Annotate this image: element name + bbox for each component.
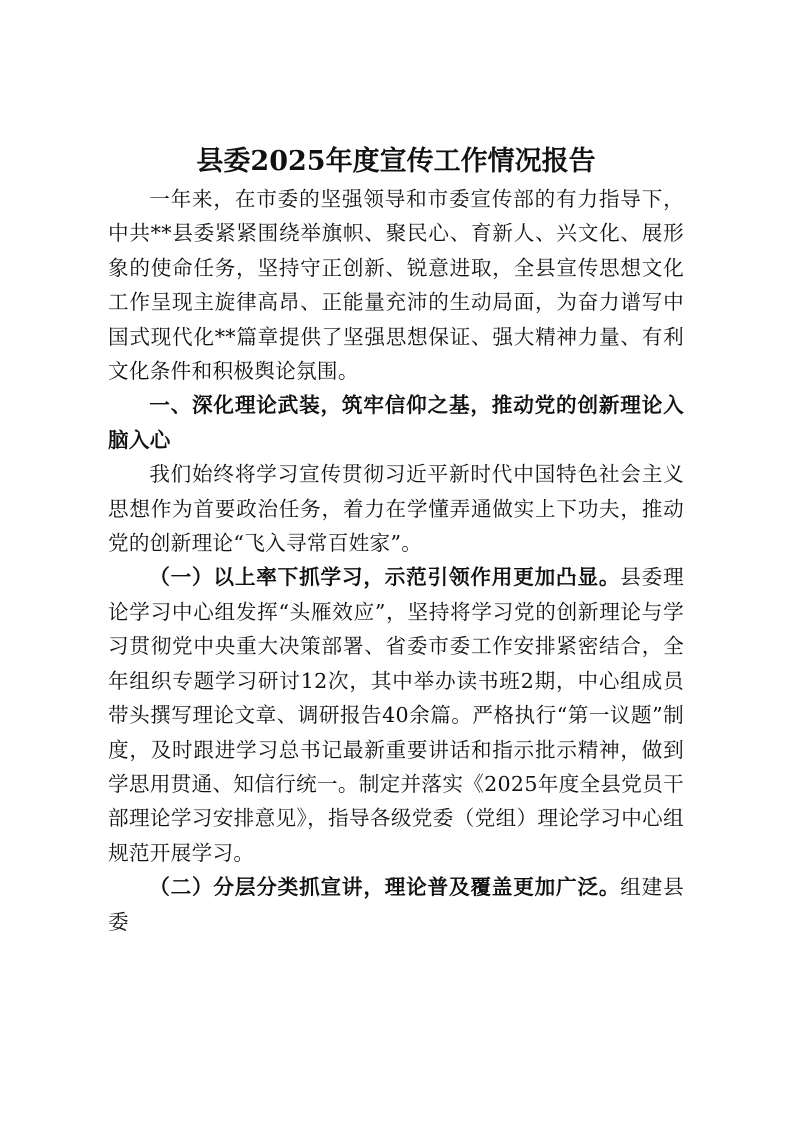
section-body: 我们始终将学习宣传贯彻习近平新时代中国特色社会主义思想作为首要政治任务，着力在学懂弄通做实上下功夫，推动党的创新理论“飞入寻常百姓家”。 [108,462,684,556]
section-heading: 一、深化理论武装，筑牢信仰之基，推动党的创新理论入脑入心 [108,393,684,452]
subsection-text-2: 组建县委 [108,875,684,934]
document-title: 县委2025年度宣传工作情况报告 [196,146,596,177]
subsection-text-1: 县委理论学习中心组发挥“头雁效应”，坚持将学习党的创新理论与学习贯彻党中央重大决策部署、省委市委工作安排紧密结合，全年组织专题学习研讨12次，其中举办读书班2期，中心组成员带头撰写理论文章、调研报告40余篇。严格执行“第一议题”制度，及时跟进学习总书记最新重要讲话和指示批示精神，做到学思用贯通、知信行统一。制定并落实《2025年度全县党员干部理论学习安排意见》，指导各级党委（党组）理论学习中心组规范开展学习。 [108,565,685,865]
subsection-lead-1: （一）以上率下抓学习，示范引领作用更加凸显。 [149,565,621,590]
document-page [108,142,684,939]
subsection-paragraph-1 [108,560,684,870]
subsection-paragraph-2 [108,870,684,939]
subsection-lead-2: （二）分层分类抓宣讲，理论普及覆盖更加广泛。 [149,875,621,900]
intro-paragraph: 一年来，在市委的坚强领导和市委宣传部的有力指导下，中共**县委紧紧围绕举旗帜、聚民心、育新人、兴文化、展形象的使命任务，坚持守正创新、锐意进取，全县宣传思想文化工作呈现主旋律高昂、正能量充沛的生动局面，为奋力谱写中国式现代化**篇章提供了坚强思想保证、强大精神力量、有利文化条件和积极舆论氛围。 [108,187,684,384]
